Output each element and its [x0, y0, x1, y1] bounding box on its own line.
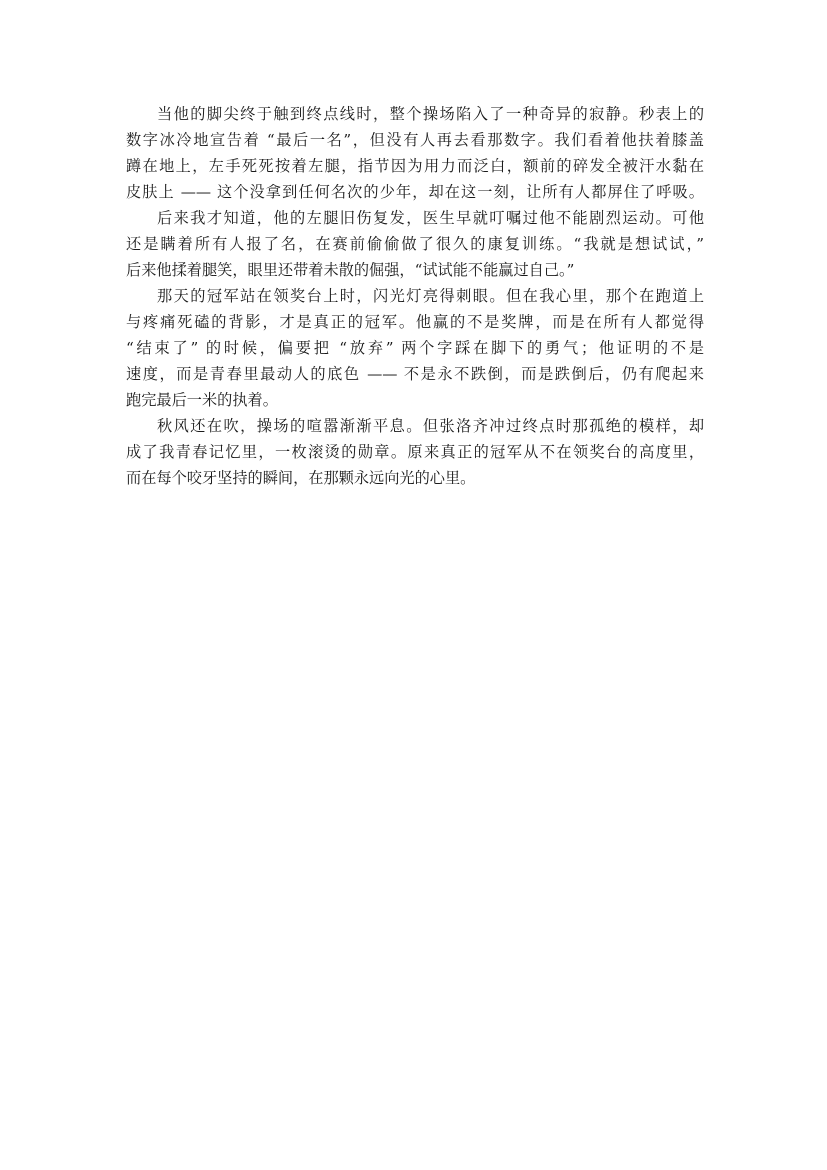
paragraph-line: 成了我青春记忆里，一枚滚烫的勋章。原来真正的冠军从不在领奖台的高度里，	[126, 443, 704, 461]
paragraph-line: 皮肤上 —— 这个没拿到任何名次的少年，却在这一刻，让所有人都屏住了呼吸。	[126, 183, 704, 201]
paragraph-1	[126, 101, 704, 205]
paragraph-line: 后来他揉着腿笑，眼里还带着未散的倔强，“试试能不能赢过自己。”	[126, 261, 575, 279]
paragraph-line: 蹲在地上，左手死死按着左腿，指节因为用力而泛白，额前的碎发全被汗水黏在	[126, 157, 704, 175]
paragraph-line: 后来我才知道，他的左腿旧伤复发，医生早就叮嘱过他不能剧烈运动。可他	[157, 209, 704, 227]
paragraph-line: “结束了” 的时候，偏要把 “放弃” 两个字踩在脚下的勇气；他证明的不是	[126, 339, 704, 357]
paragraph-4	[126, 413, 704, 491]
paragraph-line: 还是瞒着所有人报了名，在赛前偷偷做了很久的康复训练。“我就是想试试，”	[126, 235, 704, 253]
paragraph-2	[126, 205, 704, 283]
paragraph-line: 当他的脚尖终于触到终点线时，整个操场陷入了一种奇异的寂静。秒表上的	[157, 105, 704, 123]
paragraph-line: 那天的冠军站在领奖台上时，闪光灯亮得刺眼。但在我心里，那个在跑道上	[157, 287, 704, 305]
paragraph-line: 与疼痛死磕的背影，才是真正的冠军。他赢的不是奖牌，而是在所有人都觉得	[126, 313, 704, 331]
paragraph-line: 而在每个咬牙坚持的瞬间，在那颗永远向光的心里。	[126, 469, 476, 487]
paragraph-line: 速度，而是青春里最动人的底色 —— 不是永不跌倒，而是跌倒后，仍有爬起来	[126, 365, 704, 383]
paragraph-line: 数字冰冷地宣告着 “最后一名”，但没有人再去看那数字。我们看着他扶着膝盖	[126, 131, 704, 149]
paragraph-line: 跑完最后一米的执着。	[126, 391, 278, 409]
paragraph-3	[126, 283, 704, 413]
essay-body	[126, 101, 704, 491]
paragraph-line: 秋风还在吹，操场的喧嚣渐渐平息。但张洛齐冲过终点时那孤绝的模样，却	[157, 417, 704, 435]
